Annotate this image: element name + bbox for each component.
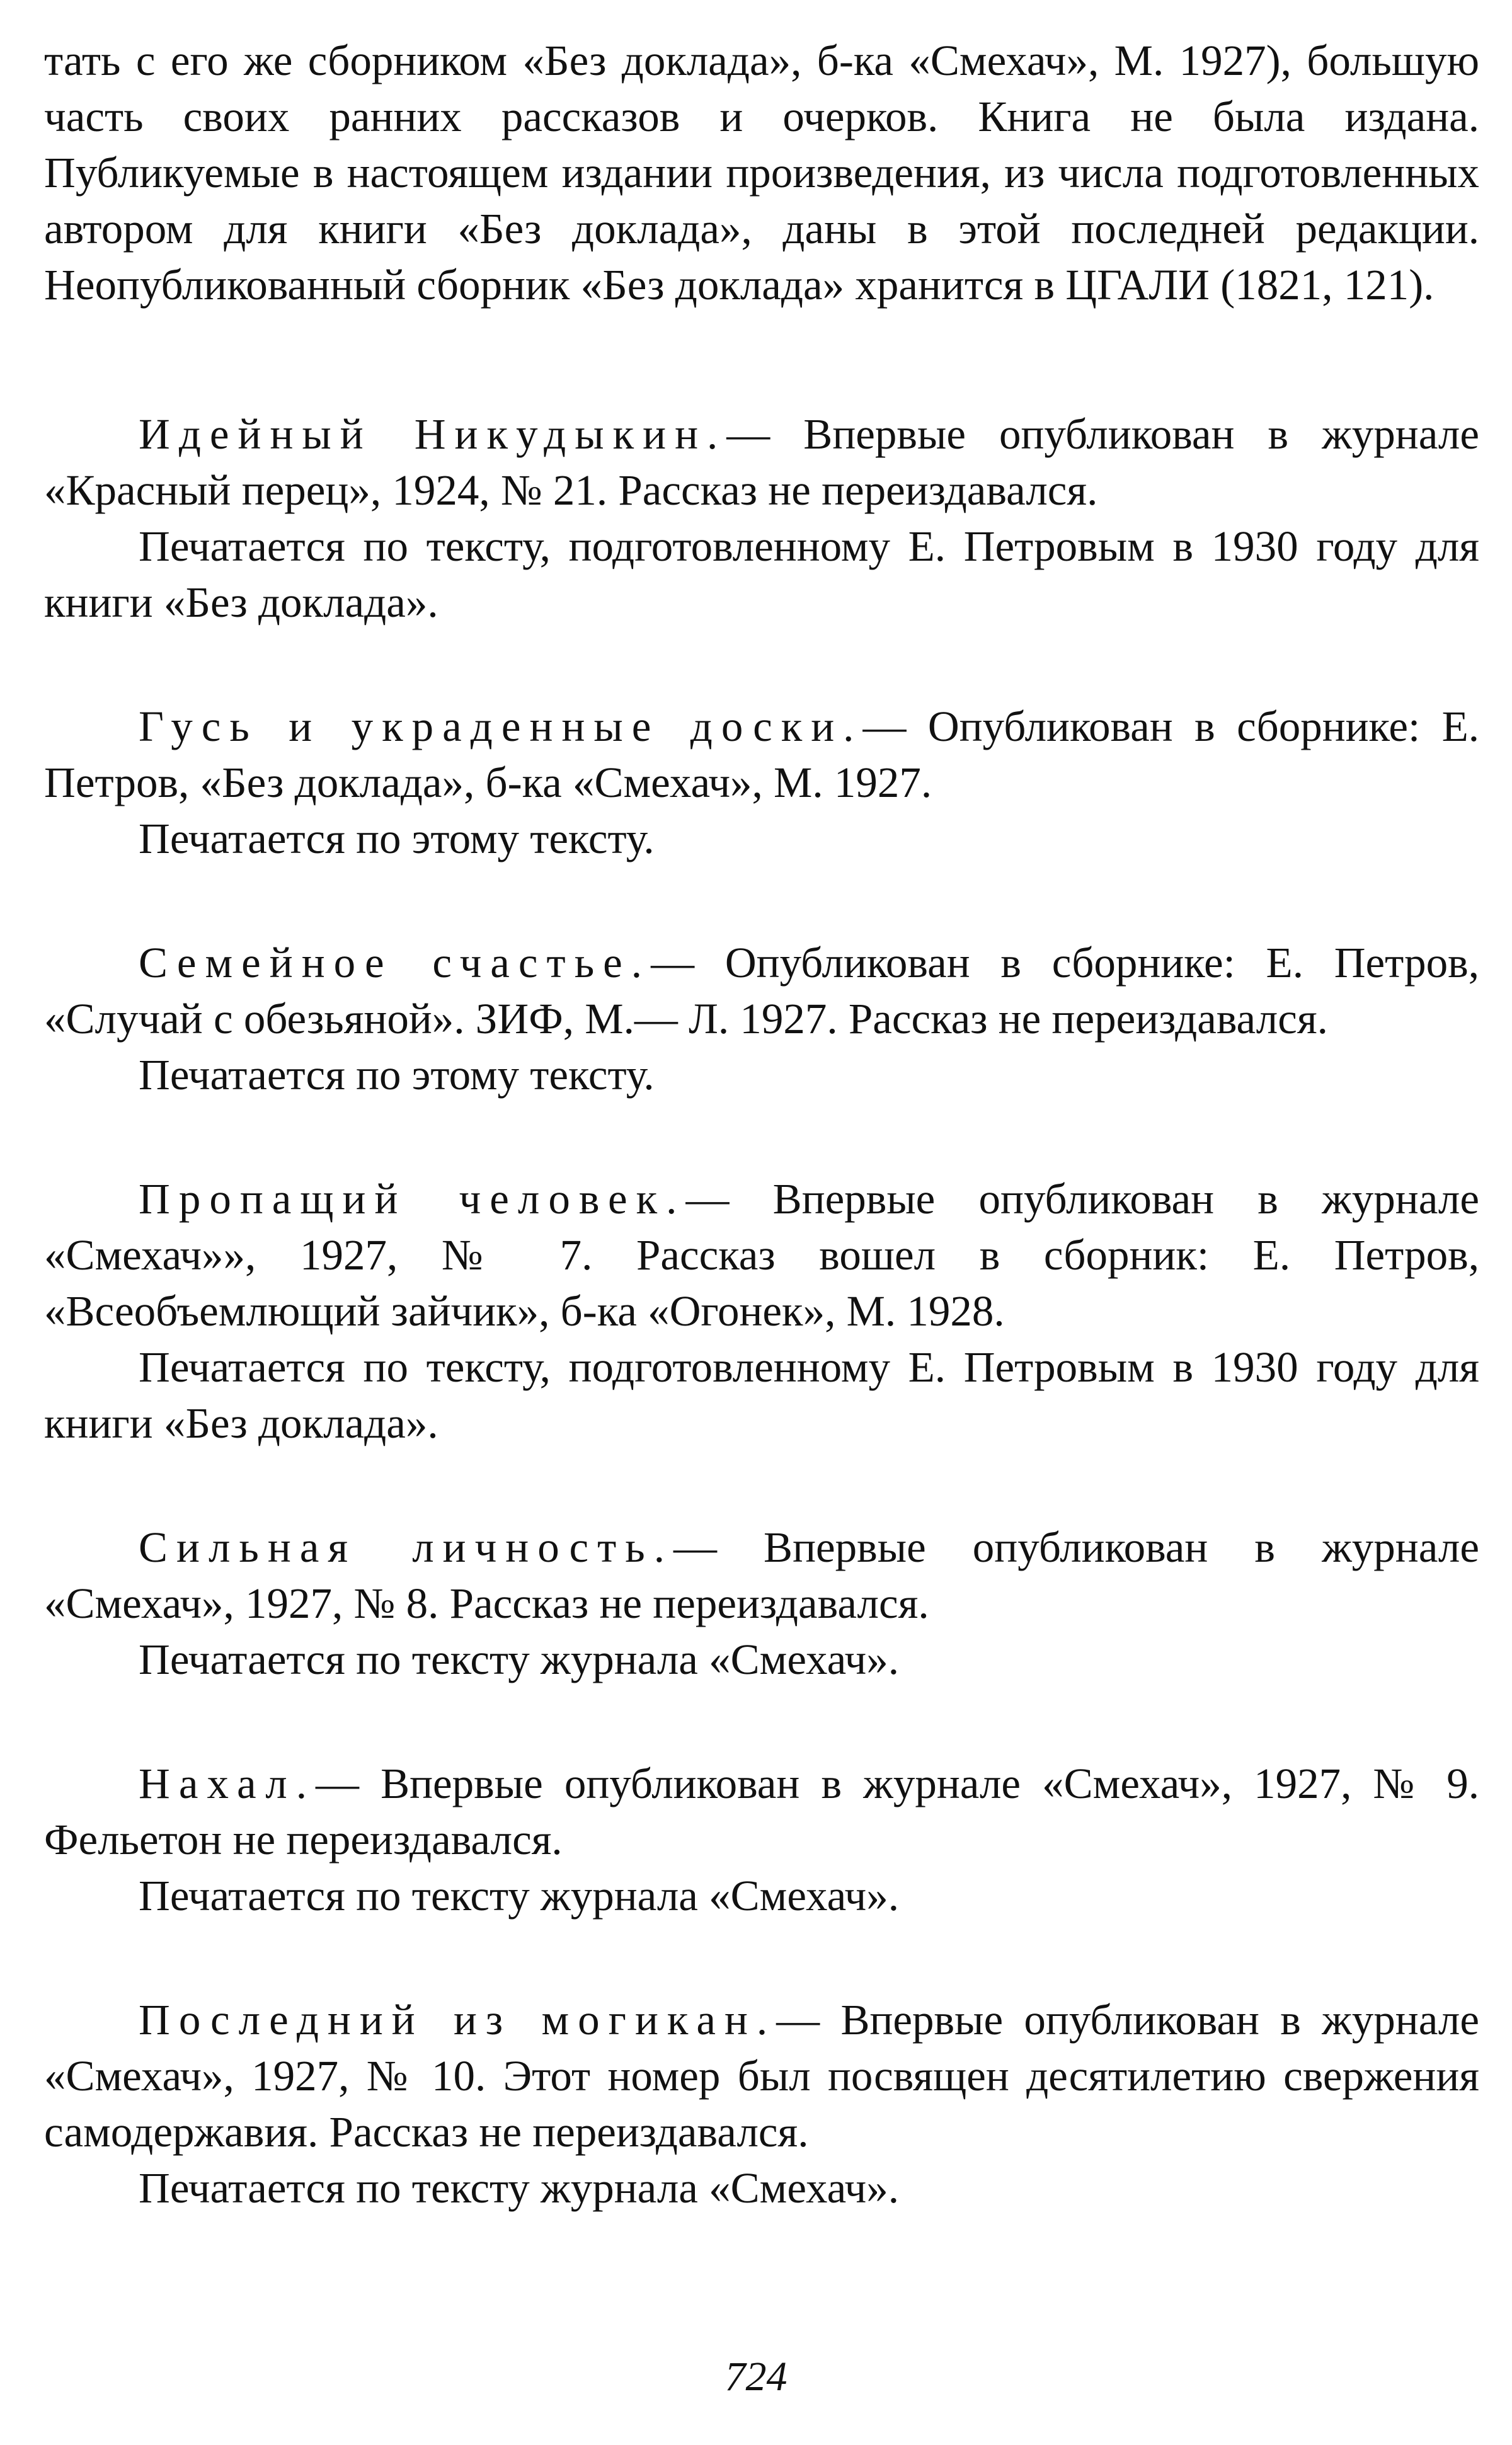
note-source: Печатается по тексту, подготовленному Е. Петровым в 1930 году для книги «Без доклада». [44,1343,1479,1447]
note-entry [44,1520,1479,1688]
note-source: Печатается по тексту, подготовленному Е. Петровым в 1930 году для книги «Без доклада». [44,522,1479,626]
spacer [44,1688,1479,1756]
note-body: — Впервые опубликован в журнале «Смехач», 1927, № 9. Фельетон не переиздавался. [44,1760,1479,1864]
spacer [44,1452,1479,1520]
intro-paragraph: тать с его же сборником «Без доклада», б-ка «Смехач», М. 1927), большую часть своих ранних рассказов и очерков. Книга не была издана. Публикуемые в настоящем издании произведения, из числа подготовленных автором для книги «Без доклада», даны в этой последней редакции. Неопубликованный сборник «Без доклада» хранится в ЦГАЛИ (1821, 121). [44,37,1479,309]
note-title: Пропащий человек. [139,1175,686,1223]
note-source: Печатается по тексту журнала «Смехач». [139,1872,899,1920]
note-body: — Опубликован в сборнике: Е. Петров, «Без доклада», б-ка «Смехач», М. 1927. [44,702,1479,806]
note-title: Идейный Никудыкин. [139,410,727,458]
note-lead [44,935,1479,1047]
spacer [44,631,1479,699]
spacer [44,867,1479,935]
note-title: Семейное счастье. [139,939,651,987]
spacer [44,313,1479,406]
note-title: Последний из могикан. [139,1996,777,2044]
note-entry [44,1992,1479,2216]
spacer [44,1103,1479,1171]
note-lead [44,1520,1479,1632]
note-body: — Опубликован в сборнике: Е. Петров, «Случай с обезьяной». ЗИФ, М.— Л. 1927. Рассказ не переиздавался. [44,939,1479,1043]
note-body: — Впервые опубликован в журнале «Смехач», 1927, № 8. Рассказ не переиздавался. [44,1523,1479,1627]
note-lead [44,699,1479,811]
note-body: — Впервые опубликован в журнале «Смехач», 1927, № 10. Этот номер был посвящен десятилетию свержения самодержавия. Рассказ не переиздавался. [44,1996,1479,2156]
note-entry [44,935,1479,1103]
note-entry [44,699,1479,867]
page-body [44,33,1479,2216]
note-source: Печатается по этому тексту. [139,815,655,862]
note-lead [44,1756,1479,1868]
note-title: Сильная личность. [139,1523,673,1571]
note-source: Печатается по тексту журнала «Смехач». [139,2164,899,2212]
note-entry [44,406,1479,631]
note-source: Печатается по этому тексту. [139,1051,655,1099]
note-title: Нахал. [139,1760,316,1807]
note-source: Печатается по тексту журнала «Смехач». [139,1635,899,1683]
note-lead [44,1171,1479,1339]
page-number: 724 [724,2354,788,2400]
note-entry [44,1171,1479,1452]
spacer [44,1924,1479,1992]
note-title: Гусь и украденные доски. [139,702,863,750]
note-lead [44,1992,1479,2160]
note-lead [44,406,1479,518]
note-body: — Впервые опубликован в журнале «Красный перец», 1924, № 21. Рассказ не переиздавался. [44,410,1479,514]
note-entry [44,1756,1479,1924]
note-body: — Впервые опубликован в журнале «Смехач»», 1927, № 7. Рассказ вошел в сборник: Е. Петров, «Всеобъемлющий зайчик», б-ка «Огонек», М. 1928. [44,1175,1479,1335]
